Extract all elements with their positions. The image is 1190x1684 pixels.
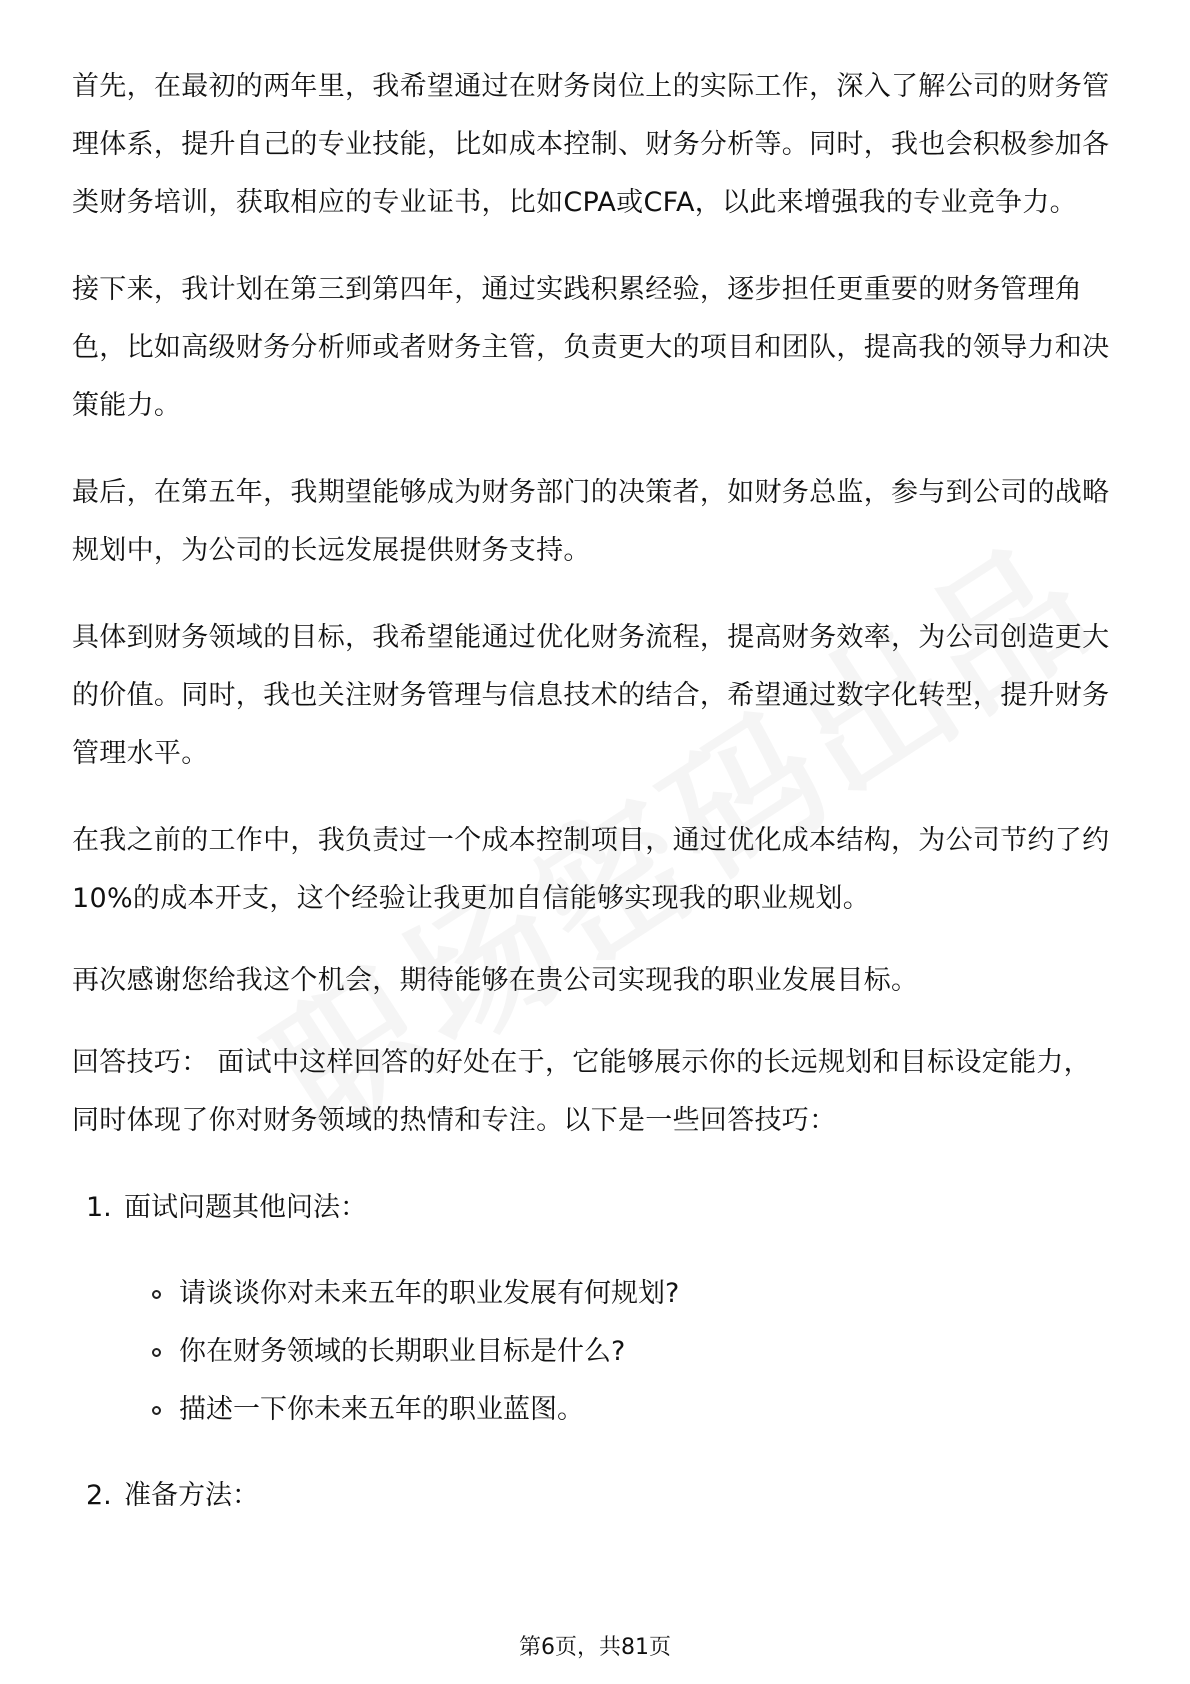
- sublist-item: [72, 1265, 1118, 1323]
- circle-bullet-icon: [152, 1290, 161, 1299]
- list-number: 2.: [86, 1480, 112, 1511]
- list-number: 1.: [86, 1192, 112, 1223]
- sublist-item-text: 请谈谈你对未来五年的职业发展有何规划?: [179, 1278, 680, 1309]
- sublist-item: [72, 1323, 1118, 1381]
- paragraph-first-two-years: 首先，在最初的两年里，我希望通过在财务岗位上的实际工作，深入了解公司的财务管理体系，提升自己的专业技能，比如成本控制、财务分析等。同时，我也会积极参加各类财务培训，获取相应的专业证书，比如CPA或CFA，以此来增强我的专业竞争力。: [72, 71, 1110, 218]
- list-item: [72, 1179, 1118, 1237]
- sublist-item: [72, 1381, 1118, 1439]
- paragraph-years-three-four: 接下来，我计划在第三到第四年，通过实践积累经验，逐步担任更重要的财务管理角色，比如高级财务分析师或者财务主管，负责更大的项目和团队，提高我的领导力和决策能力。: [72, 274, 1110, 421]
- tips-list: [72, 1179, 1118, 1525]
- paragraph-year-five: 最后，在第五年，我期望能够成为财务部门的决策者，如财务总监，参与到公司的战略规划中，为公司的长远发展提供财务支持。: [72, 477, 1110, 566]
- sublist-item-text: 你在财务领域的长期职业目标是什么?: [179, 1336, 626, 1367]
- paragraph-finance-goals: 具体到财务领域的目标，我希望能通过优化财务流程，提高财务效率，为公司创造更大的价值。同时，我也关注财务管理与信息技术的结合，希望通过数字化转型，提升财务管理水平。: [72, 622, 1110, 769]
- circle-bullet-icon: [152, 1406, 161, 1415]
- paragraph-thanks: 再次感谢您给我这个机会，期待能够在贵公司实现我的职业发展目标。: [72, 965, 919, 996]
- sublist-container: [72, 1265, 1118, 1439]
- page-footer: 第6页，共81页: [519, 1635, 671, 1660]
- list-item: [72, 1467, 1118, 1525]
- list-item-label: 准备方法：: [124, 1480, 259, 1511]
- list-item-label: 面试问题其他问法：: [124, 1192, 367, 1223]
- alternate-questions-list: [72, 1265, 1118, 1439]
- circle-bullet-icon: [152, 1348, 161, 1357]
- document-body: [72, 58, 1118, 1525]
- paragraph-past-experience: 在我之前的工作中，我负责过一个成本控制项目，通过优化成本结构，为公司节约了约10%的成本开支，这个经验让我更加自信能够实现我的职业规划。: [72, 825, 1110, 914]
- paragraph-answer-tips: 回答技巧： 面试中这样回答的好处在于，它能够展示你的长远规划和目标设定能力，同时体现了你对财务领域的热情和专注。以下是一些回答技巧：: [72, 1047, 1091, 1136]
- sublist-item-text: 描述一下你未来五年的职业蓝图。: [179, 1394, 584, 1425]
